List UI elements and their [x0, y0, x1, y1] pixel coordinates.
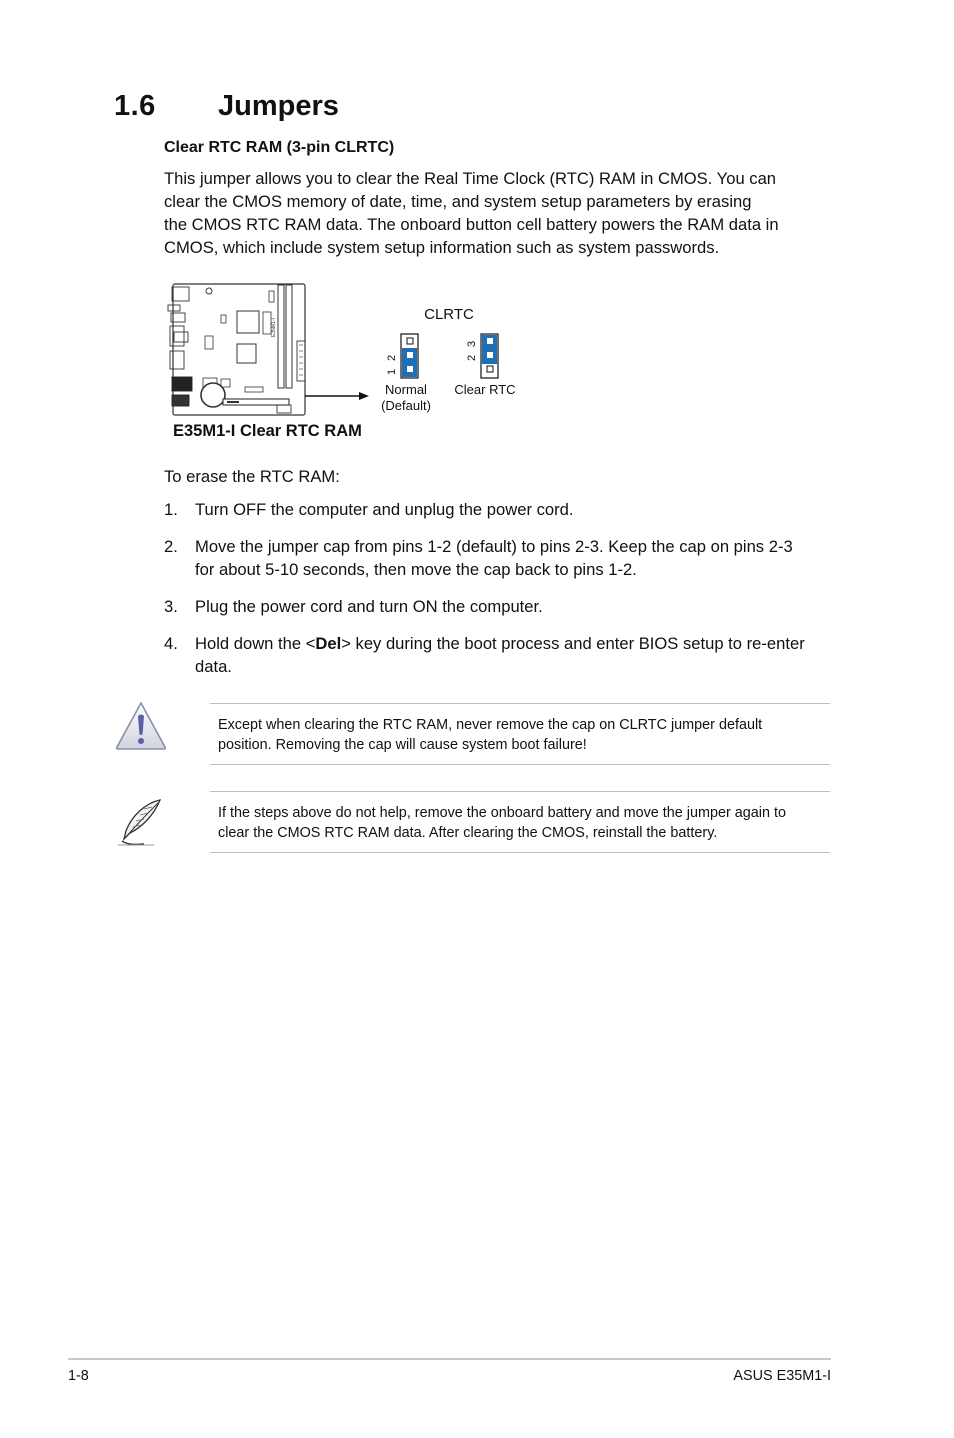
product-name: ASUS E35M1-I — [733, 1368, 831, 1384]
step-text: data. — [195, 657, 232, 676]
step-item — [164, 595, 844, 618]
step-text: Move the jumper cap from pins 1-2 (default) to pins 2-3. Keep the cap on pins 2-3 — [195, 537, 793, 556]
footer-rule — [68, 1358, 831, 1360]
step-number: 3. — [164, 597, 178, 616]
clear-rtc-label: Clear RTC — [454, 382, 516, 397]
step-text-post: > key during the boot process and enter BIOS setup to re-enter — [341, 634, 805, 653]
intro-line: This jumper allows you to clear the Real Time Clock (RTC) RAM in CMOS. You can — [164, 169, 777, 188]
pointer-arrow — [305, 392, 369, 400]
motherboard-illustration — [168, 284, 305, 415]
note-line: If the steps above do not help, remove the onboard battery and move the jumper again to — [218, 805, 786, 821]
default-label: (Default) — [381, 398, 431, 413]
step-number: 1. — [164, 500, 178, 519]
note-box — [210, 791, 830, 853]
step-text — [195, 632, 844, 655]
step-text-pre: Hold down the < — [195, 634, 316, 653]
caution-box — [210, 703, 830, 765]
del-key: Del — [315, 634, 342, 653]
step-text: for about 5-10 seconds, then move the cap back to pins 1-2. — [195, 560, 637, 579]
caution-line: Except when clearing the RTC RAM, never remove the cap on CLRTC jumper default — [218, 717, 763, 733]
step-text: Plug the power cord and turn ON the computer. — [195, 597, 543, 616]
pin-label: 2 — [466, 354, 478, 361]
board-label: E35M1-I — [271, 318, 277, 337]
step-item — [164, 632, 844, 678]
intro-line: the CMOS RTC RAM data. The onboard button cell battery powers the RAM data in — [164, 215, 779, 234]
note-text — [210, 792, 830, 852]
caution-text — [210, 704, 830, 764]
section-number: 1.6 — [114, 90, 156, 122]
erase-intro: To erase the RTC RAM: — [164, 467, 340, 486]
diagram-caption: E35M1-I Clear RTC RAM — [173, 422, 362, 440]
section-title: Jumpers — [218, 90, 339, 122]
intro-paragraph — [164, 167, 824, 259]
jumper-normal — [386, 334, 418, 378]
page-number: 1-8 — [68, 1368, 89, 1384]
intro-line: CMOS, which include system setup information such as system passwords. — [164, 238, 720, 257]
pin-label: 1 — [386, 368, 398, 375]
step-number: 4. — [164, 634, 178, 653]
jumper-title: CLRTC — [424, 306, 474, 323]
step-text: Turn OFF the computer and unplug the power cord. — [195, 500, 574, 519]
step-item — [164, 498, 844, 521]
subheading: Clear RTC RAM (3-pin CLRTC) — [164, 139, 395, 156]
note-line: clear the CMOS RTC RAM data. After clearing the CMOS, reinstall the battery. — [218, 825, 718, 841]
pin-label: 2 — [386, 354, 398, 361]
feather-pen-icon — [114, 797, 166, 849]
step-number: 2. — [164, 537, 178, 556]
warning-icon — [114, 700, 168, 752]
intro-line: clear the CMOS memory of date, time, and system setup parameters by erasing — [164, 192, 752, 211]
jumper-clear — [466, 334, 498, 378]
pin-label: 3 — [466, 340, 478, 347]
step-item — [164, 535, 844, 581]
normal-label: Normal — [385, 382, 427, 397]
caution-line: position. Removing the cap will cause system boot failure! — [218, 737, 587, 753]
